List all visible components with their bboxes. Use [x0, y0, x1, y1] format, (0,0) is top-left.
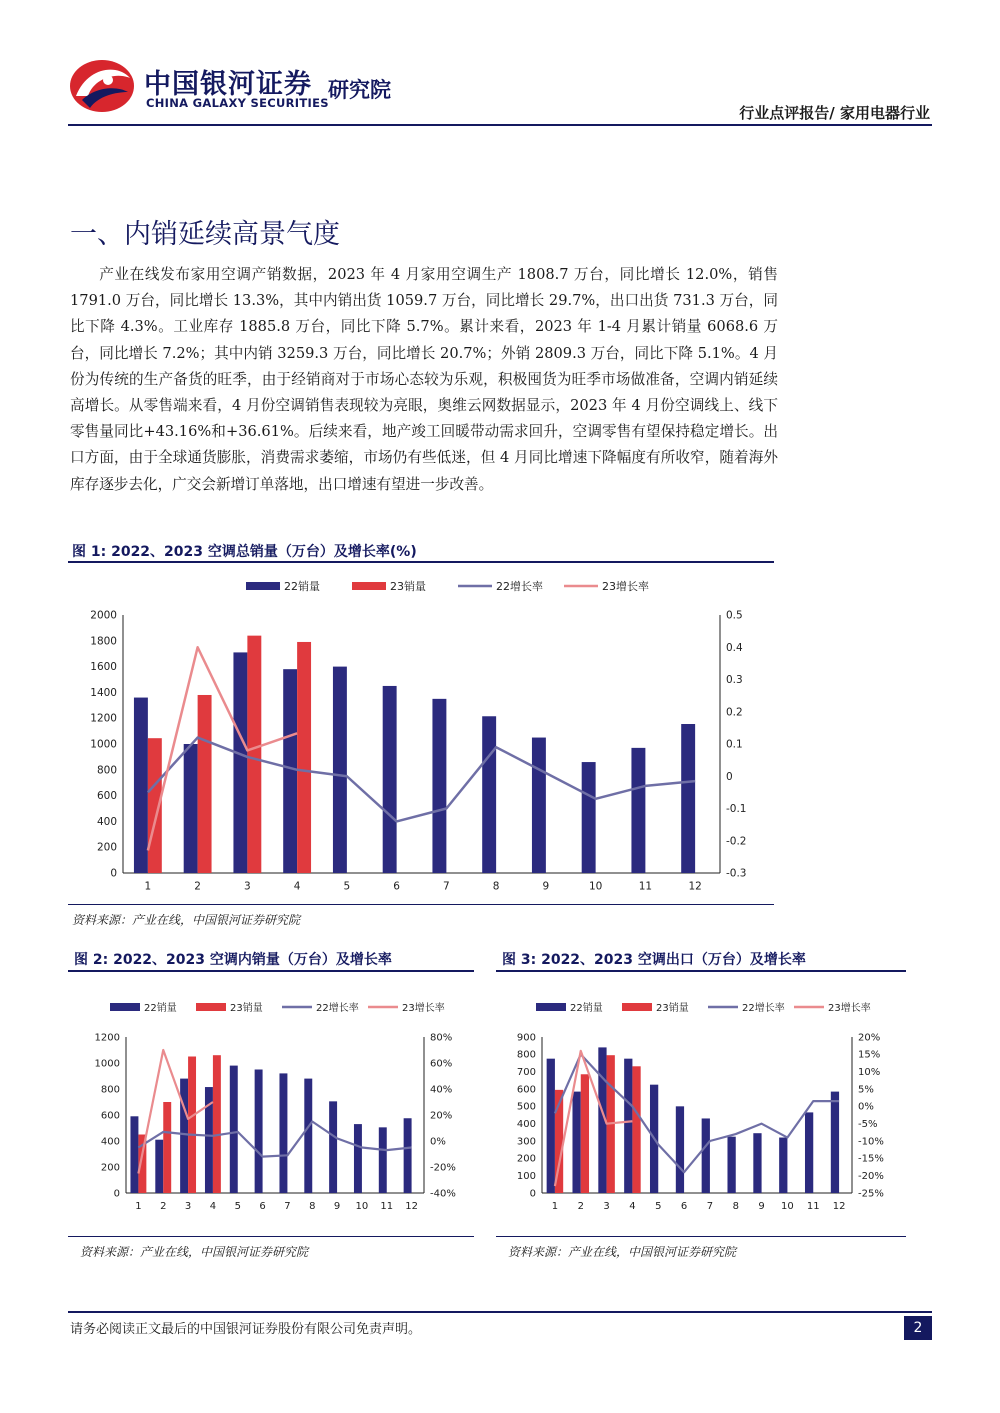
x-tick-label: 10 — [781, 1201, 794, 1212]
bar-23 — [198, 695, 212, 873]
x-tick-label: 5 — [343, 880, 351, 893]
x-tick-label: 4 — [293, 880, 301, 893]
y2-tick-label: -10% — [858, 1136, 884, 1148]
y-tick-label: 600 — [96, 790, 117, 803]
x-tick-label: 12 — [832, 1201, 846, 1212]
y-tick-label: 800 — [516, 1049, 536, 1061]
figure-2-source: 资料来源：产业在线，中国银河证券研究院 — [80, 1245, 309, 1259]
x-tick-label: 9 — [542, 880, 550, 893]
bar-22 — [134, 698, 148, 873]
growth-line-22 — [138, 1122, 411, 1157]
bar-23 — [213, 1055, 221, 1193]
figure-3-title: 图 3: 2022、2023 空调出口（万台）及增长率 — [502, 952, 806, 968]
x-tick-label: 3 — [244, 880, 251, 893]
x-tick-label: 3 — [184, 1201, 192, 1212]
institute-name: 研究院 — [328, 78, 391, 102]
growth-line-22 — [148, 738, 695, 822]
bar-22 — [676, 1106, 684, 1193]
y2-tick-label: 60% — [430, 1058, 453, 1070]
bar-22 — [404, 1118, 412, 1193]
company-name-cn: 中国银河证券 — [144, 69, 312, 100]
y-tick-label: 400 — [100, 1136, 120, 1148]
legend-label: 23销量 — [656, 1003, 689, 1014]
legend-label: 22销量 — [570, 1003, 603, 1014]
y2-tick-label: 80% — [430, 1032, 453, 1044]
figure-1-chart — [68, 565, 774, 900]
y2-tick-label: 10% — [858, 1067, 881, 1078]
header-divider — [68, 124, 932, 126]
growth-line-23 — [148, 647, 297, 850]
bar-22 — [383, 686, 397, 873]
y-tick-label: 600 — [100, 1110, 120, 1122]
figure-2-top-rule — [68, 970, 474, 972]
bar-22 — [482, 716, 496, 873]
growth-line-23 — [138, 1050, 213, 1174]
legend-label: 22增长率 — [496, 580, 543, 593]
legend-label: 22销量 — [144, 1003, 177, 1014]
y2-tick-label: 20% — [858, 1032, 881, 1044]
legend-swatch — [196, 1003, 226, 1011]
figure-3-bottom-rule — [496, 1236, 906, 1237]
x-tick-label: 6 — [393, 880, 400, 893]
y-tick-label: 100 — [516, 1171, 536, 1182]
x-tick-label: 12 — [405, 1201, 418, 1212]
figure-2-chart — [68, 975, 474, 1231]
bar-22 — [233, 652, 247, 873]
y-tick-label: 0 — [529, 1188, 536, 1200]
y-tick-label: 2000 — [90, 609, 117, 622]
y-tick-label: 300 — [516, 1136, 536, 1148]
bar-22 — [572, 1092, 580, 1193]
x-tick-label: 4 — [209, 1201, 217, 1212]
growth-line-22 — [555, 1054, 839, 1172]
x-tick-label: 4 — [629, 1201, 636, 1212]
figure-2-bottom-rule — [68, 1236, 474, 1237]
x-tick-label: 7 — [706, 1201, 714, 1212]
galaxy-logo — [68, 56, 138, 116]
bar-22 — [333, 667, 347, 873]
legend-label: 22增长率 — [742, 1003, 785, 1014]
bar-22 — [155, 1140, 163, 1193]
x-tick-label: 1 — [551, 1201, 559, 1212]
bar-22 — [354, 1124, 362, 1193]
bar-22 — [432, 699, 446, 873]
bar-22 — [805, 1112, 813, 1193]
x-tick-label: 2 — [577, 1201, 584, 1212]
bar-22 — [702, 1118, 710, 1193]
bar-22 — [255, 1070, 263, 1194]
x-tick-label: 5 — [655, 1201, 662, 1212]
bar-23 — [632, 1066, 640, 1193]
x-tick-label: 8 — [309, 1201, 316, 1212]
y-tick-label: 200 — [100, 1162, 120, 1174]
y-tick-label: 1000 — [90, 738, 117, 751]
y-tick-label: 700 — [516, 1067, 536, 1078]
y2-tick-label: 0.2 — [726, 706, 743, 719]
y2-tick-label: 0.4 — [726, 641, 743, 654]
y2-tick-label: -20% — [430, 1162, 456, 1174]
y-tick-label: 0 — [113, 1188, 120, 1200]
x-tick-label: 12 — [688, 880, 702, 893]
bar-22 — [283, 669, 297, 873]
bar-22 — [681, 724, 695, 873]
bar-22 — [230, 1066, 238, 1193]
y-tick-label: 400 — [96, 815, 117, 828]
bar-23 — [297, 642, 311, 873]
body-paragraph: 产业在线发布家用空调产销数据，2023 年 4 月家用空调生产 1808.7 万台，同比增长 12.0%，销售 1791.0 万台，同比增长 13.3%，其中内销出货 1059.7 万台，同比增长 29.7%，出口出货 731.3 万台，同比下降 4.3%。工业库存 1885.8 万台，同比下降 5.7%。累计来看，2023 年 1-4 月累计销量 6068.6 万台，同比增长 7.2%；其中内销 3259.3 万台，同比增长 20.7%；外销 2809.3 万台，同比下降 5.1%。4 月份为传统的生产备货的旺季，由于经销商对于市场心态较为乐观，积极囤货为旺季市场做准备，空调内销延续高增长。从零售端来看，4 月份空调销售表现较为亮眼，奥维云网数据显示，2023 年 4 月份空调线上、线下零售量同比+43.16%和+36.61%。后续来看，地产竣工回暖带动需求回升，空调零售有望保持稳定增长。出口方面，由于全球通货膨胀，消费需求萎缩，市场仍有些低迷，但 4 月同比增速下降幅度有所收窄，随着海外库存逐步去化，广交会新增订单落地，出口增速有望进一步改善。 — [70, 266, 778, 493]
y2-tick-label: -15% — [858, 1153, 884, 1165]
legend-swatch — [246, 582, 280, 590]
x-tick-label: 7 — [284, 1201, 291, 1212]
y2-tick-label: 20% — [430, 1110, 453, 1122]
legend-label: 23增长率 — [402, 1003, 445, 1014]
y-tick-label: 900 — [516, 1032, 536, 1044]
legend-label: 23销量 — [390, 580, 426, 593]
y-tick-label: 1200 — [90, 712, 117, 725]
bar-22 — [779, 1138, 787, 1193]
legend-label: 22销量 — [284, 580, 320, 593]
bar-22 — [130, 1116, 138, 1193]
bar-23 — [247, 636, 261, 873]
y-tick-label: 600 — [516, 1084, 536, 1096]
bar-23 — [581, 1074, 589, 1193]
x-tick-label: 10 — [355, 1201, 369, 1212]
footer-divider — [68, 1311, 932, 1313]
figure-3-chart — [496, 975, 906, 1231]
bar-22 — [547, 1059, 555, 1193]
y-tick-label: 800 — [100, 1084, 120, 1096]
x-tick-label: 9 — [333, 1201, 341, 1212]
y2-tick-label: -0.1 — [726, 803, 747, 815]
disclaimer: 请务必阅读正文最后的中国银河证券股份有限公司免责声明。 — [70, 1322, 422, 1337]
x-tick-label: 2 — [194, 880, 201, 893]
x-tick-label: 3 — [603, 1201, 610, 1212]
y-tick-label: 500 — [516, 1101, 536, 1113]
y-tick-label: 800 — [96, 764, 117, 777]
legend-label: 23增长率 — [602, 580, 649, 593]
y-tick-label: 200 — [96, 841, 117, 854]
figure-1-title: 图 1: 2022、2023 空调总销量（万台）及增长率(%) — [72, 544, 417, 560]
bar-22 — [753, 1133, 761, 1193]
y2-tick-label: 0.1 — [726, 738, 743, 751]
y-tick-label: 1600 — [90, 661, 117, 674]
y-tick-label: 1800 — [90, 635, 117, 648]
x-tick-label: 1 — [135, 1201, 142, 1212]
legend-swatch — [110, 1003, 140, 1011]
legend-label: 22增长率 — [316, 1003, 359, 1014]
bar-22 — [379, 1127, 387, 1193]
y2-tick-label: -0.2 — [726, 835, 747, 848]
y2-tick-label: -0.3 — [726, 867, 747, 880]
bar-22 — [582, 762, 596, 873]
bar-23 — [188, 1057, 196, 1194]
legend-label: 23销量 — [230, 1003, 263, 1014]
y2-tick-label: 0.3 — [726, 674, 743, 686]
growth-line-23 — [555, 1051, 633, 1186]
bar-22 — [727, 1137, 735, 1193]
y2-tick-label: 0.5 — [726, 609, 743, 622]
bar-22 — [180, 1079, 188, 1193]
y2-tick-label: 0 — [726, 770, 733, 783]
section-heading: 一、内销延续高景气度 — [70, 219, 340, 250]
x-tick-label: 8 — [732, 1201, 739, 1212]
x-tick-label: 6 — [680, 1201, 688, 1212]
bar-22 — [631, 748, 645, 873]
bar-22 — [831, 1092, 839, 1193]
x-tick-label: 2 — [160, 1201, 167, 1212]
x-tick-label: 10 — [588, 880, 603, 893]
figure-1-bottom-rule — [68, 904, 774, 905]
x-tick-label: 1 — [144, 880, 152, 893]
y-tick-label: 200 — [516, 1153, 536, 1165]
y-tick-label: 400 — [516, 1119, 536, 1130]
page-number: 2 — [904, 1316, 932, 1340]
x-tick-label: 5 — [234, 1201, 241, 1212]
x-tick-label: 6 — [259, 1201, 266, 1212]
bar-22 — [184, 744, 198, 873]
x-tick-label: 7 — [443, 880, 450, 893]
y2-tick-label: -20% — [858, 1171, 884, 1182]
legend-label: 23增长率 — [828, 1003, 871, 1014]
bar-22 — [304, 1079, 312, 1193]
bar-22 — [329, 1101, 337, 1193]
y2-tick-label: 0% — [858, 1101, 874, 1113]
bar-22 — [624, 1059, 632, 1193]
y2-tick-label: -25% — [858, 1188, 884, 1200]
x-tick-label: 11 — [806, 1201, 820, 1212]
y-tick-label: 1400 — [90, 686, 117, 699]
figure-2-title: 图 2: 2022、2023 空调内销量（万台）及增长率 — [74, 952, 392, 968]
y2-tick-label: 0% — [430, 1136, 446, 1148]
figure-3-source: 资料来源：产业在线，中国银河证券研究院 — [508, 1245, 737, 1259]
report-type: 行业点评报告/ 家用电器行业 — [739, 104, 930, 122]
bar-23 — [163, 1102, 171, 1193]
x-tick-label: 11 — [638, 880, 653, 893]
x-tick-label: 11 — [380, 1201, 394, 1212]
x-tick-label: 8 — [492, 880, 500, 893]
figure-3-top-rule — [496, 970, 906, 972]
company-name-en: CHINA GALAXY SECURITIES — [146, 96, 329, 110]
figure-1-top-rule — [68, 561, 774, 563]
x-tick-label: 9 — [758, 1201, 765, 1212]
y2-tick-label: 15% — [858, 1049, 881, 1061]
y-tick-label: 1200 — [94, 1032, 120, 1044]
y2-tick-label: -5% — [858, 1119, 878, 1130]
y2-tick-label: -40% — [430, 1188, 456, 1200]
bar-22 — [532, 738, 546, 873]
legend-swatch — [352, 582, 386, 590]
y2-tick-label: 40% — [430, 1084, 453, 1096]
legend-swatch — [536, 1003, 566, 1011]
y-tick-label: 1000 — [94, 1058, 120, 1070]
legend-swatch — [622, 1003, 652, 1011]
bar-22 — [279, 1073, 287, 1193]
figure-1-source: 资料来源：产业在线，中国银河证券研究院 — [72, 913, 301, 927]
y-tick-label: 0 — [110, 867, 117, 880]
y2-tick-label: 5% — [858, 1084, 874, 1096]
